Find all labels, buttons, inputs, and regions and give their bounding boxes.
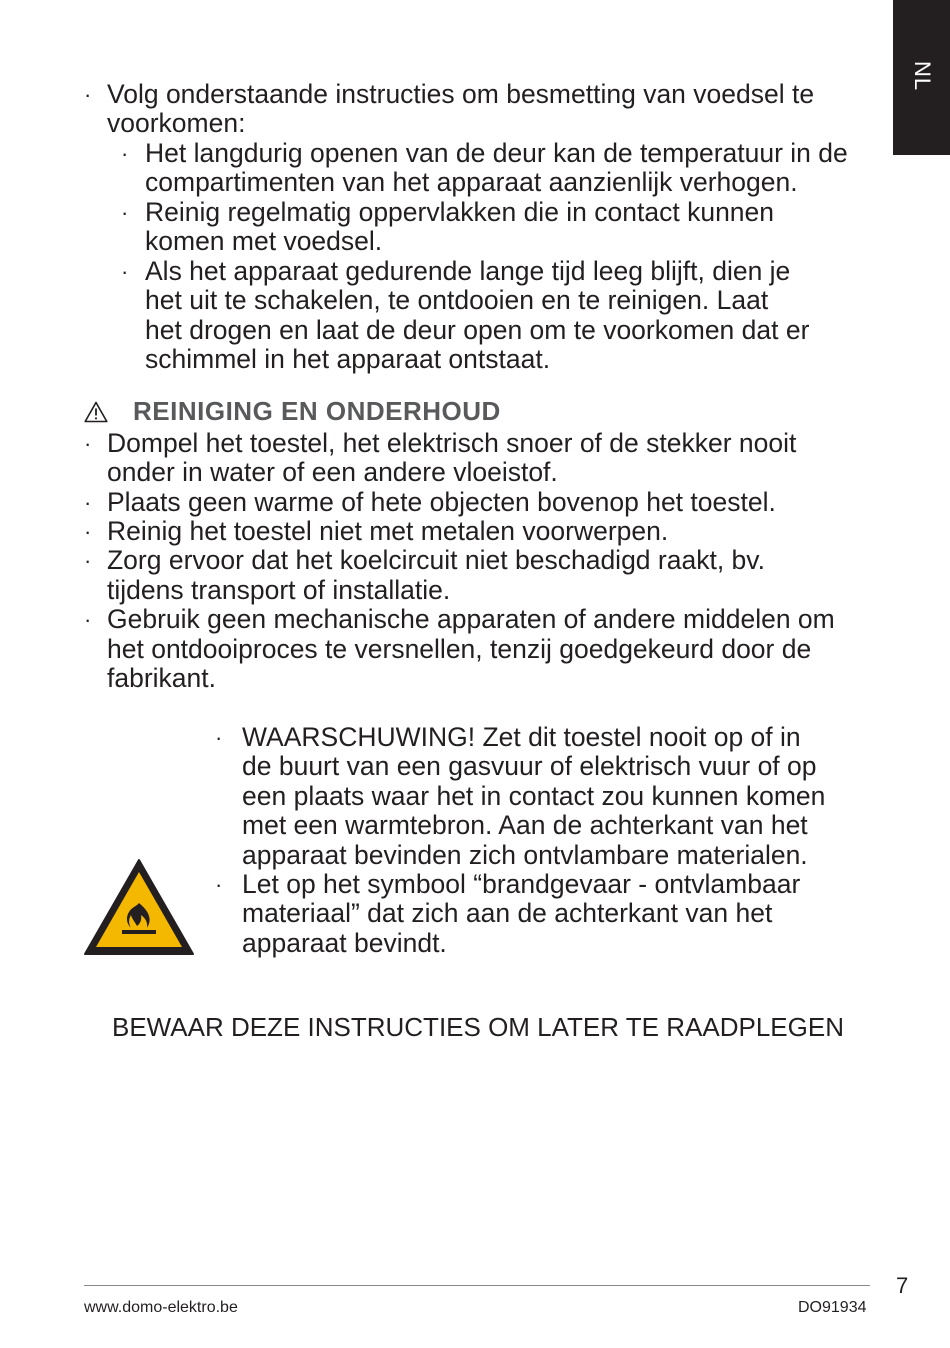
warning-item-line: Let op het symbool “brandgevaar - ontvlambaar	[242, 869, 801, 899]
bullet: ·	[215, 725, 223, 750]
warning-item-line: WAARSCHUWING! Zet dit toestel nooit op of in	[242, 722, 801, 752]
bullet: ·	[84, 548, 92, 573]
sub-item-line: Als het apparaat gedurende lange tijd leeg blijft, dien je	[145, 256, 791, 286]
flammable-warning-icon	[82, 857, 196, 957]
closing-note: BEWAAR DEZE INSTRUCTIES OM LATER TE RAADPLEGEN	[112, 1012, 844, 1042]
list-item-line: Zorg ervoor dat het koelcircuit niet beschadigd raakt, bv.	[107, 545, 765, 575]
language-tab	[893, 0, 950, 155]
list-item-line: tijdens transport of installatie.	[107, 575, 451, 605]
bullet: ·	[121, 259, 129, 284]
list-item-line: Gebruik geen mechanische apparaten of andere middelen om	[107, 604, 835, 634]
language-label: NL	[909, 60, 935, 92]
bullet: ·	[84, 431, 92, 456]
footer-model: DO91934	[798, 1299, 867, 1316]
bullet: ·	[215, 872, 223, 897]
warning-item-line: apparaat bevinden zich ontvlambare materialen.	[242, 840, 808, 870]
list-item-line: Plaats geen warme of hete objecten bovenop het toestel.	[107, 487, 776, 517]
list-item-line: Reinig het toestel niet met metalen voorwerpen.	[107, 516, 669, 546]
sub-item-line: komen met voedsel.	[145, 226, 383, 256]
bullet: ·	[121, 200, 129, 225]
sub-item-line: het uit te schakelen, te ontdooien en te reinigen. Laat	[145, 285, 769, 315]
list-item-line: onder in water of een andere vloeistof.	[107, 457, 558, 487]
intro-line: voorkomen:	[107, 108, 246, 138]
list-item-line: Dompel het toestel, het elektrisch snoer of de stekker nooit	[107, 428, 797, 458]
sub-item-line: het drogen en laat de deur open om te voorkomen dat er	[145, 315, 810, 345]
warning-item-line: met een warmtebron. Aan de achterkant van het	[242, 810, 808, 840]
sub-item-line: compartimenten van het apparaat aanzienlijk verhogen.	[145, 167, 798, 197]
warning-item-line: materiaal” dat zich aan de achterkant van het	[242, 898, 773, 928]
section-heading: REINIGING EN ONDERHOUD	[133, 396, 501, 426]
warning-item-line: apparaat bevindt.	[242, 928, 447, 958]
sub-item-line: Reinig regelmatig oppervlakken die in contact kunnen	[145, 197, 775, 227]
bullet: ·	[84, 490, 92, 515]
warning-item-line: de buurt van een gasvuur of elektrisch vuur of op	[242, 751, 817, 781]
bullet: ·	[84, 82, 92, 107]
sub-item-line: schimmel in het apparaat ontstaat.	[145, 344, 551, 374]
warning-item-line: een plaats waar het in contact zou kunnen komen	[242, 781, 826, 811]
sub-item-line: Het langdurig openen van de deur kan de temperatuur in de	[145, 138, 848, 168]
bullet: ·	[84, 519, 92, 544]
list-item-line: fabrikant.	[107, 663, 217, 693]
list-item-line: het ontdooiproces te versnellen, tenzij goedgekeurd door de	[107, 634, 812, 664]
warning-triangle-icon	[84, 401, 108, 423]
bullet: ·	[84, 607, 92, 632]
page-number: 7	[896, 1273, 909, 1298]
bullet: ·	[121, 141, 129, 166]
footer-website: www.domo-elektro.be	[84, 1299, 238, 1316]
intro-line: Volg onderstaande instructies om besmetting van voedsel te	[107, 79, 815, 109]
footer-divider	[84, 1285, 870, 1286]
